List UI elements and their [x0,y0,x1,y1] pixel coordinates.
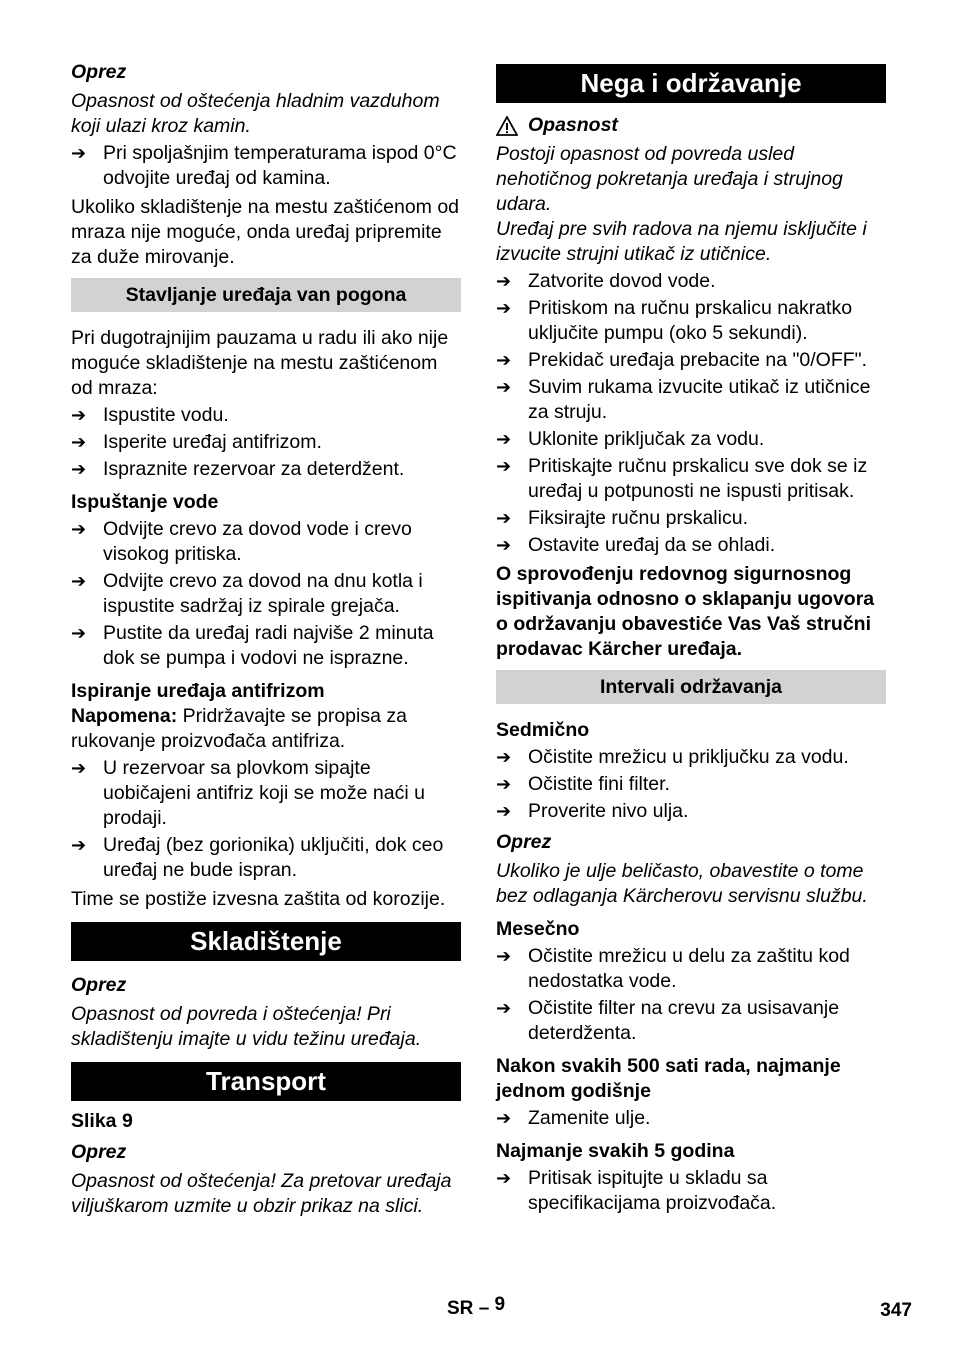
right-arrow-icon: ➔ [496,747,512,767]
list-item: ➔ Proverite nivo ulja. [496,800,689,822]
right-arrow-icon: ➔ [71,835,87,855]
subheading: Sedmično [496,719,590,741]
caution-text: Opasnost od oštećenja hladnim vazduhom koji ulazi kroz kamin. [71,90,440,137]
left-column [71,60,461,1219]
list-item: ➔ Pritisak ispitujte u skladu sa specifikacijama proizvođača. [496,1167,777,1214]
right-arrow-icon: ➔ [496,535,512,555]
paragraph: Pri dugotrajnijim pauzama u radu ili ako nije moguće skladištenje na mestu zaštićenom od mraza: [71,327,449,399]
list-item: ➔ Ispraznite rezervoar za deterdžent. [71,458,405,480]
right-arrow-icon: ➔ [71,432,87,452]
right-arrow-icon: ➔ [496,1108,512,1128]
right-arrow-icon: ➔ [496,801,512,821]
right-arrow-icon: ➔ [71,143,87,163]
right-arrow-icon: ➔ [71,758,87,778]
list-item: ➔ Uređaj (bez gorionika) uključiti, dok ceo uređaj ne bude ispran. [71,834,444,881]
list-item: ➔ Zamenite ulje. [496,1107,651,1129]
right-arrow-icon: ➔ [496,456,512,476]
list-item: ➔ Očistite filter na crevu za usisavanje deterdženta. [496,997,840,1044]
list-item: ➔ Pri spoljašnjim temperaturama ispod 0°C odvojite uređaj od kamina. [71,142,457,189]
right-arrow-icon: ➔ [496,429,512,449]
right-arrow-icon: ➔ [71,623,87,643]
danger-label-row [496,113,886,138]
right-arrow-icon: ➔ [496,508,512,528]
caution-label: Oprez [71,974,127,996]
danger-text: Postoji opasnost od povreda usled nehotičnog pokretanja uređaja i strujnog udara. [496,143,843,215]
caution-text: Opasnost od povreda i oštećenja! Pri skladištenju imajte u vidu težinu uređaja. [71,1003,422,1050]
subheading: Slika 9 [71,1110,133,1132]
danger-label: Opasnost [528,114,618,136]
subheading: Ispiranje uređaja antifrizom [71,680,325,702]
list-item: ➔ Zatvorite dovod vode. [496,270,716,292]
subheading: Mesečno [496,918,580,940]
bold-paragraph: O sprovođenju redovnog sigurnosnog ispitivanja odnosno o sklapanju ugovora o održavanju obavestiće Vas Vaš stručni prodavac Kärcher uređaja. [496,563,875,660]
list-item: ➔ Uklonite priključak za vodu. [496,428,765,450]
list-item: ➔ Pustite da uređaj radi najviše 2 minuta dok se pumpa i vodovi ne isprazne. [71,622,434,669]
right-column [496,60,886,1216]
list-item: ➔ Odvijte crevo za dovod na dnu kotla i ispustite sadržaj iz spirale grejača. [71,570,423,617]
subheading: Najmanje svakih 5 godina [496,1140,735,1162]
right-arrow-icon: ➔ [496,271,512,291]
list-item: ➔ Suvim rukama izvucite utikač iz utičnice za struju. [496,376,871,423]
right-arrow-icon: ➔ [496,946,512,966]
right-arrow-icon: ➔ [496,998,512,1018]
list-item: ➔ Očistite mrežicu u delu za zaštitu kod nedostatka vode. [496,945,850,992]
subheading: Nakon svakih 500 sati rada, najmanje jednom godišnje [496,1055,841,1102]
caution-text: Ukoliko je ulje beličasto, obavestite o tome bez odlaganja Kärcherovu servisnu službu. [496,860,868,907]
list-item: ➔ Odvijte crevo za dovod vode i crevo visokog pritiska. [71,518,412,565]
right-arrow-icon: ➔ [71,459,87,479]
caution-label: Oprez [71,1141,127,1163]
right-arrow-icon: ➔ [496,298,512,318]
paragraph: Ukoliko skladištenje na mestu zaštićenom od mraza nije moguće, onda uređaj pripremite za duže mirovanje. [71,196,460,268]
right-arrow-icon: ➔ [71,519,87,539]
list-item: ➔ Očistite mrežicu u priključku za vodu. [496,746,849,768]
right-arrow-icon: ➔ [496,774,512,794]
list-item: ➔ Ispustite vodu. [71,404,229,426]
caution-label: Oprez [496,831,552,853]
section-heading: Stavljanje uređaja van pogona [71,278,461,312]
list-item: ➔ Očistite fini filter. [496,773,670,795]
list-item: ➔ Pritiskajte ručnu prskalicu sve dok se iz uređaj u potpunosti ne ispusti pritisak. [496,455,868,502]
section-heading-transport: Transport [71,1062,461,1101]
page-number: 347 [880,1300,912,1321]
paragraph: Time se postiže izvesna zaštita od korozije. [71,888,446,910]
list-item: ➔ Ostavite uređaj da se ohladi. [496,534,776,556]
right-arrow-icon: ➔ [496,377,512,397]
list-item: ➔ Prekidač uređaja prebacite na "0/OFF". [496,349,868,371]
list-item: ➔ Fiksirajte ručnu prskalicu. [496,507,748,529]
note: Napomena: Pridržavajte se propisa za rukovanje proizvođača antifriza. [71,705,407,752]
warning-triangle-icon [496,116,518,136]
caution-text: Opasnost od oštećenja! Za pretovar uređaja viljuškarom uzmite u obzir prikaz na slici. [71,1170,452,1217]
section-heading-nega: Nega i održavanje [496,64,886,103]
danger-text: Uređaj pre svih radova na njemu isključite i izvucite strujni utikač iz utičnice. [496,218,867,265]
section-heading-skladistenje: Skladištenje [71,922,461,961]
list-item: ➔ U rezervoar sa plovkom sipajte uobičajeni antifriz koji se može naći u prodaji. [71,757,425,829]
right-arrow-icon: ➔ [71,405,87,425]
footer-language-page: SR – 9 [447,1294,506,1319]
list-item: ➔ Pritiskom na ručnu prskalicu nakratko uključite pumpu (oko 5 sekundi). [496,297,853,344]
caution-label: Oprez [71,61,127,83]
subheading: Ispuštanje vode [71,491,219,513]
right-arrow-icon: ➔ [71,571,87,591]
right-arrow-icon: ➔ [496,350,512,370]
right-arrow-icon: ➔ [496,1168,512,1188]
section-heading-intervali: Intervali održavanja [496,670,886,704]
list-item: ➔ Isperite uređaj antifrizom. [71,431,322,453]
